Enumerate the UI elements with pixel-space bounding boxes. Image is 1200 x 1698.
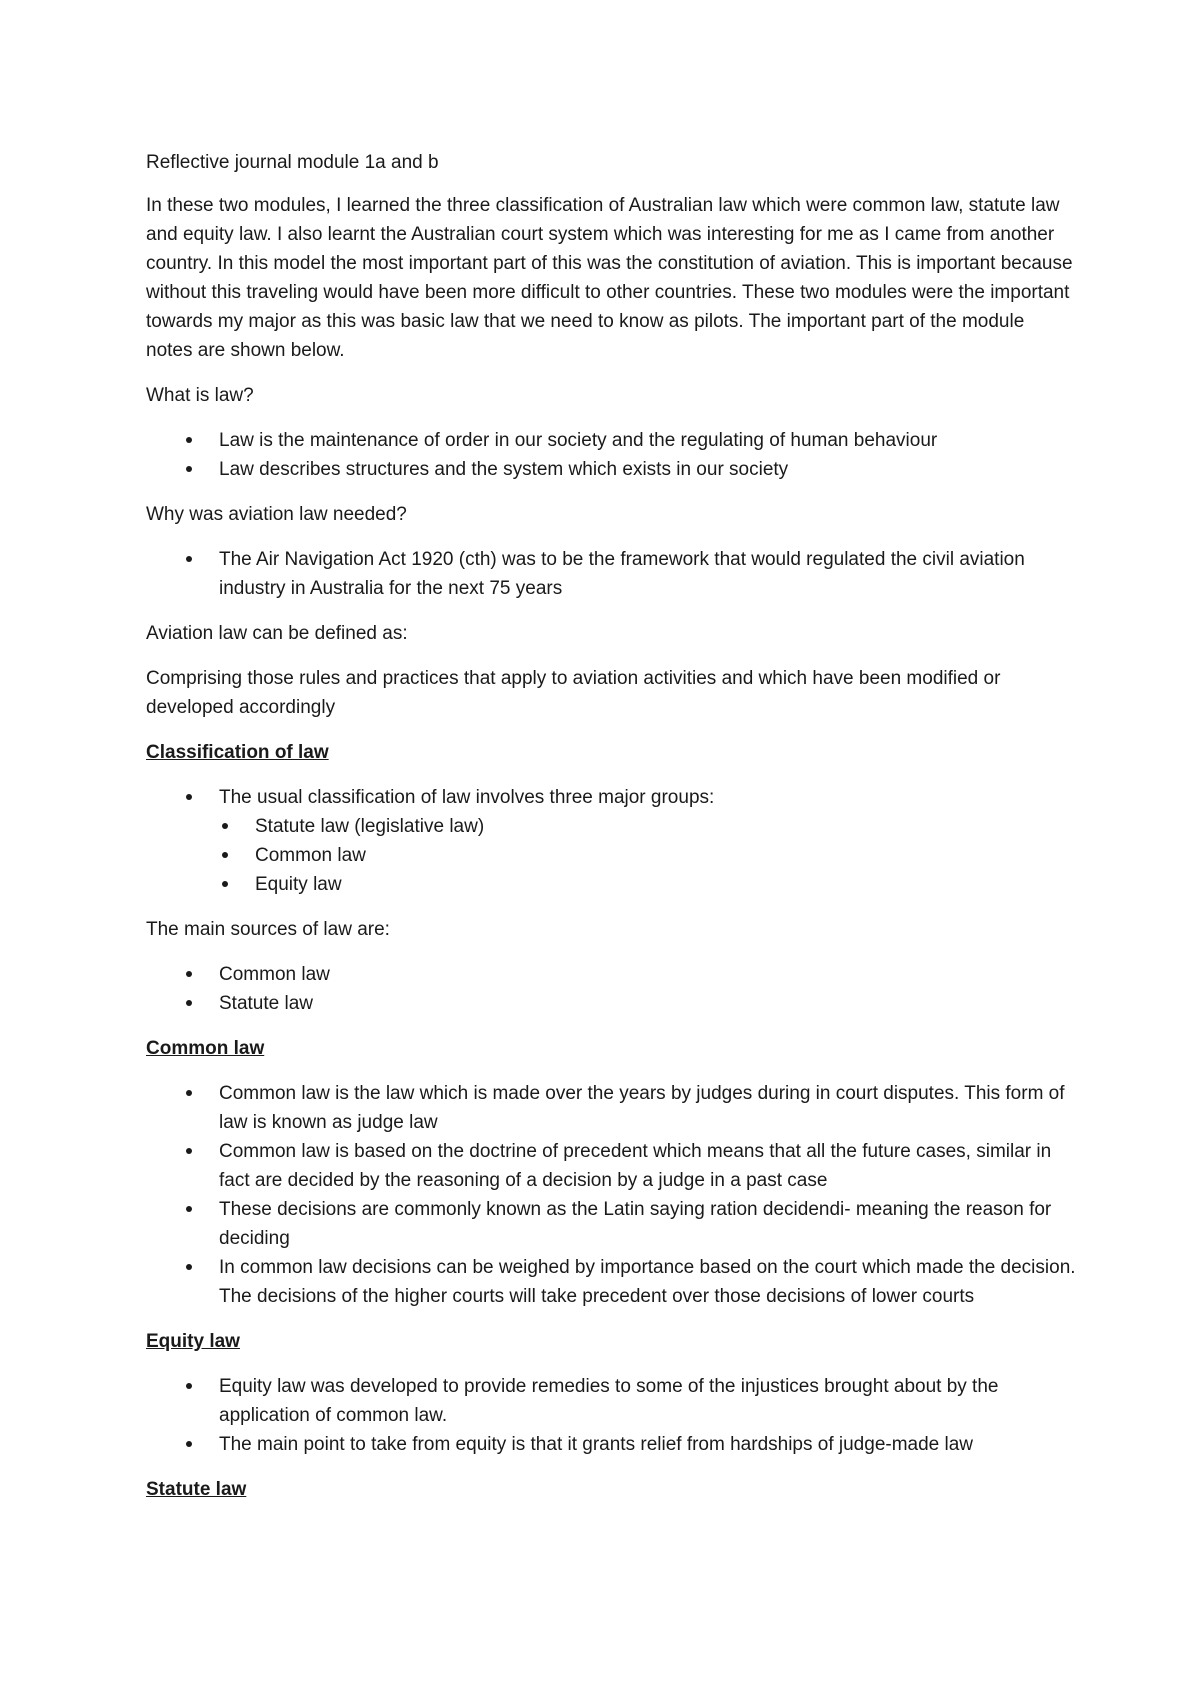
list-item (146, 783, 1076, 899)
list-item: Law describes structures and the system which exists in our society (146, 455, 1076, 484)
list-item: Equity law was developed to provide remedies to some of the injustices brought about by the application of common law. (146, 1372, 1076, 1430)
document-title: Reflective journal module 1a and b (146, 152, 439, 173)
what-is-law-question: What is law? (146, 385, 254, 406)
why-aviation-law-question: Why was aviation law needed? (146, 504, 407, 525)
common-law-heading: Common law (146, 1038, 265, 1059)
list-item: Common law (146, 960, 1076, 989)
list-item: In common law decisions can be weighed by importance based on the court which made the decision. The decisions of the higher courts will take precedent over those decisions of lower courts (146, 1253, 1076, 1311)
statute-law-heading: Statute law (146, 1479, 247, 1500)
list-item-text: The usual classification of law involves three major groups: (219, 787, 715, 808)
classification-sublist (219, 812, 1076, 899)
equity-law-list (146, 1372, 1076, 1459)
sub-list-item: Statute law (legislative law) (219, 812, 1076, 841)
intro-paragraph: In these two modules, I learned the three classification of Australian law which were common law, statute law and equity law. I also learnt the Australian court system which was interesting for me as I came from another country. In this model the most important part of this was the constitution of aviation. This is important because without this traveling would have been more difficult to other countries. These two modules were the important towards my major as this was basic law that we need to know as pilots. The important part of the module notes are shown below. (146, 195, 1073, 361)
document-body (146, 148, 1076, 1520)
list-item: Law is the maintenance of order in our society and the regulating of human behaviour (146, 426, 1076, 455)
why-aviation-law-list (146, 545, 1076, 603)
what-is-law-list (146, 426, 1076, 484)
list-item: Common law is based on the doctrine of precedent which means that all the future cases, similar in fact are decided by the reasoning of a decision by a judge in a past case (146, 1137, 1076, 1195)
list-item: The main point to take from equity is that it grants relief from hardships of judge-made law (146, 1430, 1076, 1459)
equity-law-heading: Equity law (146, 1331, 240, 1352)
definition-label: Aviation law can be defined as: (146, 623, 408, 644)
sub-list-item: Equity law (219, 870, 1076, 899)
list-item: Common law is the law which is made over the years by judges during in court disputes. This form of law is known as judge law (146, 1079, 1076, 1137)
classification-list (146, 783, 1076, 899)
sources-label: The main sources of law are: (146, 919, 390, 940)
common-law-list (146, 1079, 1076, 1311)
list-item: These decisions are commonly known as the Latin saying ration decidendi- meaning the reason for deciding (146, 1195, 1076, 1253)
sources-list (146, 960, 1076, 1018)
list-item: Statute law (146, 989, 1076, 1018)
definition-text: Comprising those rules and practices that apply to aviation activities and which have been modified or developed accordingly (146, 668, 1001, 718)
sub-list-item: Common law (219, 841, 1076, 870)
list-item: The Air Navigation Act 1920 (cth) was to be the framework that would regulated the civil aviation industry in Australia for the next 75 years (146, 545, 1076, 603)
classification-heading: Classification of law (146, 742, 329, 763)
